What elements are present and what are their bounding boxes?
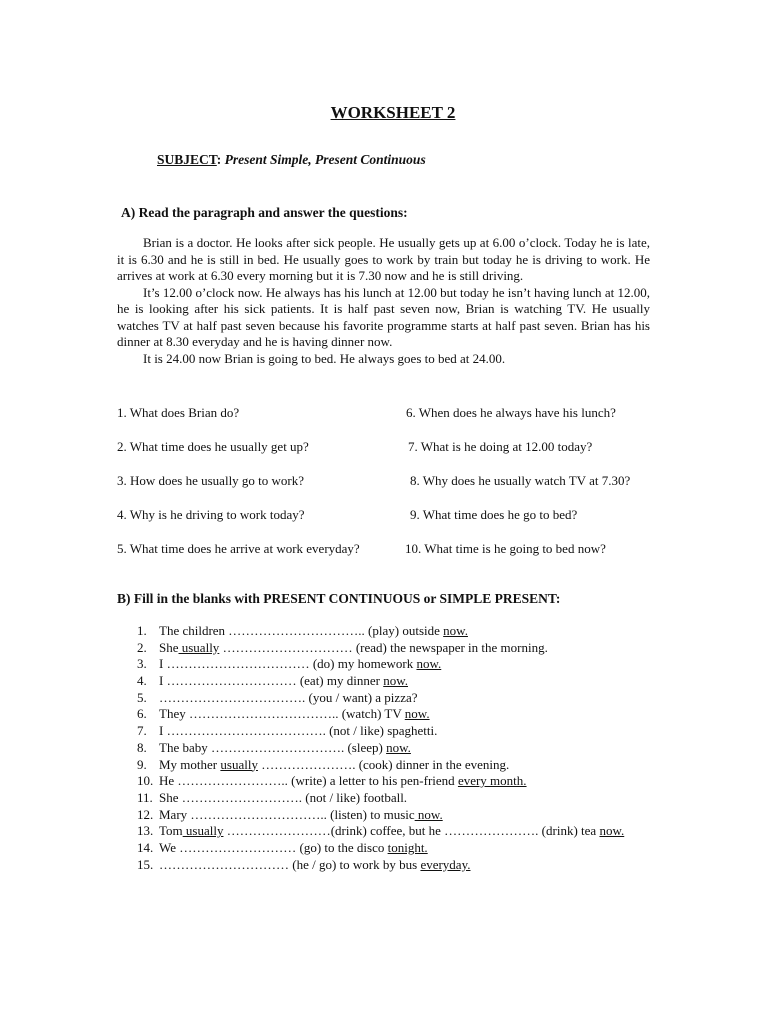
- list-item: [137, 723, 624, 740]
- item-number: 2.: [137, 639, 147, 655]
- list-item: [137, 823, 624, 840]
- list-item: [137, 840, 624, 857]
- item-number: 6.: [137, 706, 147, 722]
- list-item: [137, 790, 624, 807]
- underlined-word: now.: [404, 706, 430, 722]
- question-5: 5. What time does he arrive at work everyday?: [117, 541, 360, 556]
- underlined-word: now.: [443, 623, 468, 638]
- underlined-word: usually: [220, 756, 258, 772]
- list-item: [137, 757, 624, 774]
- item-number: 11.: [137, 789, 153, 805]
- item-text: He …………………….. (write) a letter to his pen-friend: [159, 773, 458, 789]
- item-text: ………………………… (he / go) to work by bus: [159, 856, 421, 872]
- item-number: 1.: [137, 623, 147, 638]
- item-text: They …………………………….. (watch) TV: [159, 706, 405, 722]
- item-text: My mother: [159, 756, 221, 772]
- item-text: ……………………………. (you / want) a pizza?: [159, 689, 418, 705]
- item-text: Tom: [159, 823, 183, 839]
- question-3: 3. How does he usually go to work?: [117, 473, 305, 488]
- passage-paragraph: It’s 12.00 o’clock now. He always has his lunch at 12.00 but today he isn’t having lunch at 12.00, he is looking after his sick patients. It is half past seven now, Brian is watching TV. He usually watches TV at half past seven because his favorite programme starts at half past seven. Brian has his dinner at 8.30 everyday and he is having dinner now.: [117, 284, 650, 349]
- underlined-word: now.: [386, 739, 411, 755]
- list-item: [137, 656, 624, 673]
- question-9: 9. What time does he go to bed?: [410, 507, 578, 522]
- item-number: 3.: [137, 656, 147, 672]
- question-8: 8. Why does he usually watch TV at 7.30?: [410, 473, 631, 488]
- item-number: 4.: [137, 673, 147, 689]
- item-text: ……………………(drink) coffee, but he …………………. (drink) tea: [223, 823, 600, 839]
- question-4: 4. Why is he driving to work today?: [117, 507, 305, 522]
- item-number: 7.: [137, 723, 147, 739]
- passage-paragraph: It is 24.00 now Brian is going to bed. He always goes to bed at 24.00.: [143, 350, 506, 366]
- list-item: [137, 690, 624, 707]
- subject-label: SUBJECT: [157, 152, 217, 167]
- item-number: 10.: [137, 773, 154, 789]
- section-a-heading: A) Read the paragraph and answer the questions:: [121, 205, 408, 220]
- question-1: 1. What does Brian do?: [117, 405, 240, 420]
- underlined-word: now.: [383, 673, 409, 689]
- item-text: She ………………………. (not / like) football.: [159, 789, 408, 805]
- list-item: [137, 640, 624, 657]
- list-item: [137, 740, 624, 757]
- item-number: 14.: [137, 839, 154, 855]
- underlined-word: now.: [416, 656, 442, 672]
- item-text: I …………………………… (do) my homework: [159, 656, 417, 672]
- list-item: [137, 673, 624, 690]
- underlined-word: usually: [182, 823, 224, 839]
- page-title: WORKSHEET 2: [330, 103, 456, 122]
- item-text: The children ………………………….. (play) outside: [159, 623, 444, 638]
- question-7: 7. What is he doing at 12.00 today?: [408, 439, 593, 454]
- fill-in-blanks-list: [137, 623, 624, 873]
- item-number: 9.: [137, 756, 147, 772]
- underlined-word: tonight.: [387, 839, 428, 855]
- list-item: [137, 623, 624, 640]
- item-number: 5.: [137, 689, 147, 705]
- item-text: We ……………………… (go) to the disco: [159, 839, 388, 855]
- question-10: 10. What time is he going to bed now?: [405, 541, 606, 556]
- item-text: I ………………………… (eat) my dinner: [159, 673, 384, 689]
- underlined-word: everyday.: [420, 856, 471, 872]
- list-item: [137, 706, 624, 723]
- reading-passage: [117, 235, 650, 367]
- item-text: ………………………… (read) the newspaper in the morning.: [219, 639, 548, 655]
- subject-separator: :: [216, 152, 222, 167]
- list-item: [137, 773, 624, 790]
- item-text: The baby …………………………. (sleep): [159, 739, 387, 755]
- item-text: She: [159, 639, 179, 655]
- underlined-word: now.: [599, 823, 625, 839]
- item-number: 13.: [137, 823, 154, 839]
- underlined-word: usually: [178, 639, 220, 655]
- subject-line: [157, 152, 426, 168]
- item-text: …………………. (cook) dinner in the evening.: [257, 756, 510, 772]
- item-number: 8.: [137, 739, 147, 755]
- item-text: I ………………………………. (not / like) spaghetti.: [159, 723, 438, 739]
- underlined-word: now.: [414, 806, 443, 822]
- item-number: 12.: [137, 806, 154, 822]
- list-item: [137, 807, 624, 824]
- underlined-word: every month.: [457, 773, 527, 789]
- item-text: Mary ………………………….. (listen) to music: [159, 806, 415, 822]
- section-b-heading: B) Fill in the blanks with PRESENT CONTINUOUS or SIMPLE PRESENT:: [117, 591, 561, 606]
- question-2: 2. What time does he usually get up?: [117, 439, 309, 454]
- passage-paragraph: Brian is a doctor. He looks after sick people. He usually gets up at 6.00 o’clock. Today he is late, it is 6.30 and he is still in bed. He usually goes to work by train but today he is driving to work. He arrives at work at 6.30 every morning but it is 7.30 now and he is still driving.: [117, 235, 650, 283]
- question-6: 6. When does he always have his lunch?: [406, 405, 616, 420]
- subject-value: Present Simple, Present Continuous: [224, 152, 426, 167]
- list-item: [137, 857, 624, 874]
- item-number: 15.: [137, 856, 154, 872]
